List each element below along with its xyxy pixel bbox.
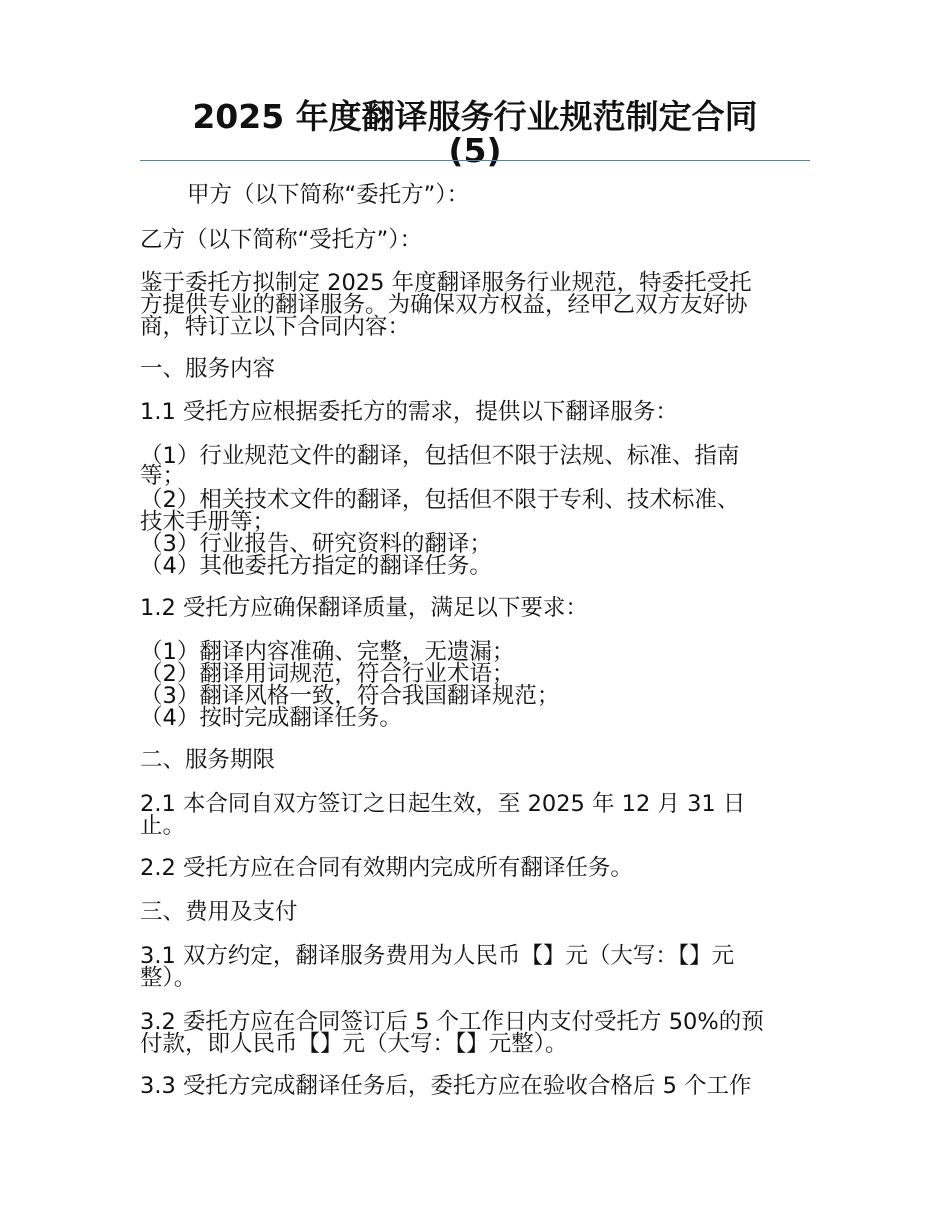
clause-2-1-line-2: 止。 bbox=[140, 813, 186, 839]
clause-1-1-item-1a: （1）行业规范文件的翻译，包括但不限于法规、标准、指南 bbox=[140, 443, 740, 469]
document-title-line1: 2025 年度翻译服务行业规范制定合同 bbox=[192, 97, 758, 136]
clause-3-2-line-1: 3.2 委托方应在合同签订后 5 个工作日内支付受托方 50%的预 bbox=[140, 1009, 764, 1035]
section-2-heading: 二、服务期限 bbox=[140, 747, 276, 773]
clause-1-2-item-4: （4）按时完成翻译任务。 bbox=[140, 705, 402, 731]
clause-1-1: 1.1 受托方应根据委托方的需求，提供以下翻译服务： bbox=[140, 399, 678, 425]
clause-1-2: 1.2 受托方应确保翻译质量，满足以下要求： bbox=[140, 595, 588, 621]
party-b-line: 乙方（以下简称“受托方”）： bbox=[140, 227, 423, 253]
section-3-heading: 三、费用及支付 bbox=[140, 899, 298, 925]
section-1-heading: 一、服务内容 bbox=[140, 356, 276, 382]
clause-1-1-item-1b: 等； bbox=[140, 463, 186, 489]
clause-1-1-item-2b: 技术手册等； bbox=[140, 509, 276, 535]
clause-2-2: 2.2 受托方应在合同有效期内完成所有翻译任务。 bbox=[140, 855, 633, 881]
clause-3-2-line-2: 付款，即人民币【】元（大写：【】元整）。 bbox=[140, 1031, 568, 1057]
intro-line-1: 鉴于委托方拟制定 2025 年度翻译服务行业规范，特委托受托 bbox=[140, 270, 752, 296]
clause-3-3: 3.3 受托方完成翻译任务后，委托方应在验收合格后 5 个工作 bbox=[140, 1073, 752, 1099]
clause-2-1-line-1: 2.1 本合同自双方签订之日起生效，至 2025 年 12 月 31 日 bbox=[140, 791, 746, 817]
clause-3-1-line-1: 3.1 双方约定，翻译服务费用为人民币【】元（大写：【】元 bbox=[140, 943, 735, 969]
party-a-line: 甲方（以下简称“委托方”）： bbox=[187, 182, 470, 208]
clause-3-1-line-2: 整）。 bbox=[140, 965, 197, 991]
clause-1-1-item-4: （4）其他委托方指定的翻译任务。 bbox=[140, 553, 492, 579]
clause-1-2-item-2: （2）翻译用词规范，符合行业术语； bbox=[140, 661, 515, 687]
clause-1-2-item-3: （3）翻译风格一致，符合我国翻译规范； bbox=[140, 683, 560, 709]
clause-1-1-item-2a: （2）相关技术文件的翻译，包括但不限于专利、技术标准、 bbox=[140, 487, 740, 513]
clause-1-1-item-3: （3）行业报告、研究资料的翻译； bbox=[140, 531, 492, 557]
title-divider bbox=[140, 160, 810, 161]
document-title-line2: (5) bbox=[448, 131, 502, 170]
clause-1-2-item-1: （1）翻译内容准确、完整，无遗漏； bbox=[140, 639, 515, 665]
intro-line-3: 商，特订立以下合同内容： bbox=[140, 314, 411, 340]
intro-line-2: 方提供专业的翻译服务。为确保双方权益，经甲乙双方友好协 bbox=[140, 292, 748, 318]
